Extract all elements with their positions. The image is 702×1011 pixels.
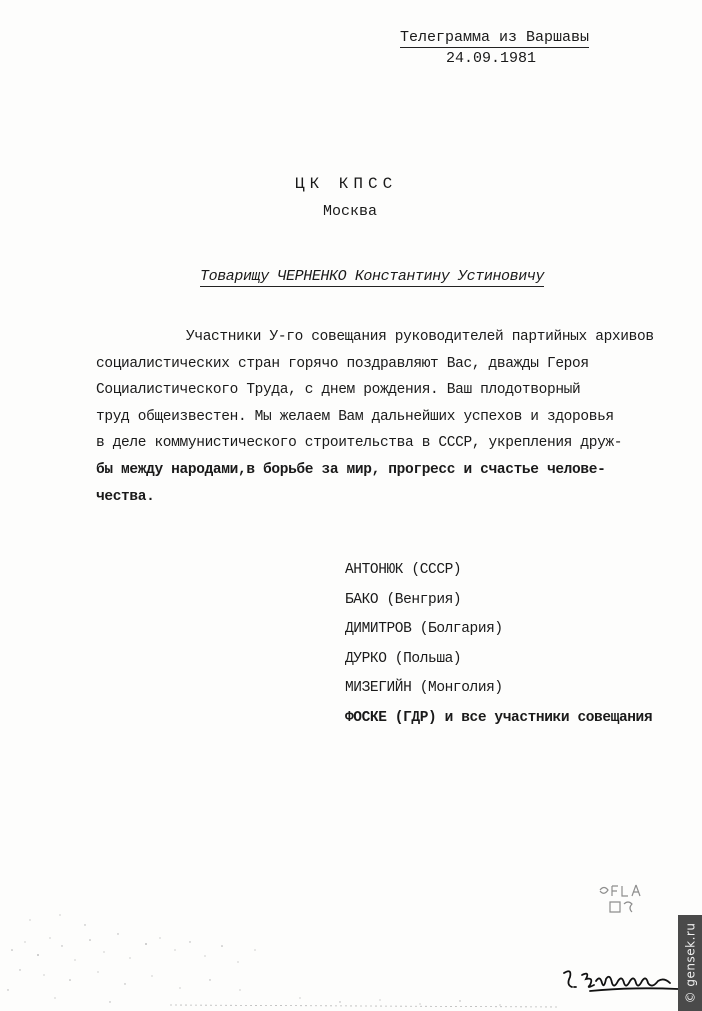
body-line: в деле коммунистического строительства в СССР, укрепления друж- [96, 435, 623, 452]
telegram-body [96, 324, 676, 510]
addressee-city: Москва [323, 203, 378, 220]
signatory: МИЗЕГИЙН (Монголия) [345, 680, 503, 696]
body-line: социалистических стран горячо поздравляют Вас, дважды Героя [96, 355, 589, 372]
telegram-title: Телеграмма из Варшавы [400, 29, 590, 46]
watermark-text: © gensek.ru [683, 922, 698, 1004]
signatories-list [345, 556, 695, 733]
telegram-header [400, 28, 600, 67]
signatory: БАКО (Венгрия) [345, 591, 462, 608]
body-line: Участники У-го совещания руководителей партийных архивов [186, 329, 654, 345]
signatory: ФОСКЕ (ГДР) и все участники совещания [345, 709, 653, 726]
body-line: труд общеизвестен. Мы желаем Вам дальнейших успехов и здоровья [96, 408, 614, 425]
telegram-date: 24.09.1981 [446, 50, 537, 67]
site-watermark [678, 915, 702, 1011]
addressee-block [295, 175, 455, 220]
signatory: ДУРКО (Польша) [345, 650, 462, 667]
body-line: Социалистического Труда, с днем рождения. Ваш плодотворный [96, 382, 581, 399]
body-line: чества. [96, 488, 155, 505]
body-line: бы между народами,в борьбе за мир, прогресс и счастье челове- [96, 461, 606, 478]
addressee-organization: ЦК КПСС [295, 175, 398, 193]
signatory: АНТОНЮК (СССР) [345, 562, 462, 578]
signatory: ДИМИТРОВ (Болгария) [345, 621, 503, 637]
handwritten-signature [560, 965, 685, 995]
salutation-line: Товарищу ЧЕРНЕНКО Константину Устиновичу [200, 268, 545, 285]
archive-stamp-mark [596, 882, 650, 916]
